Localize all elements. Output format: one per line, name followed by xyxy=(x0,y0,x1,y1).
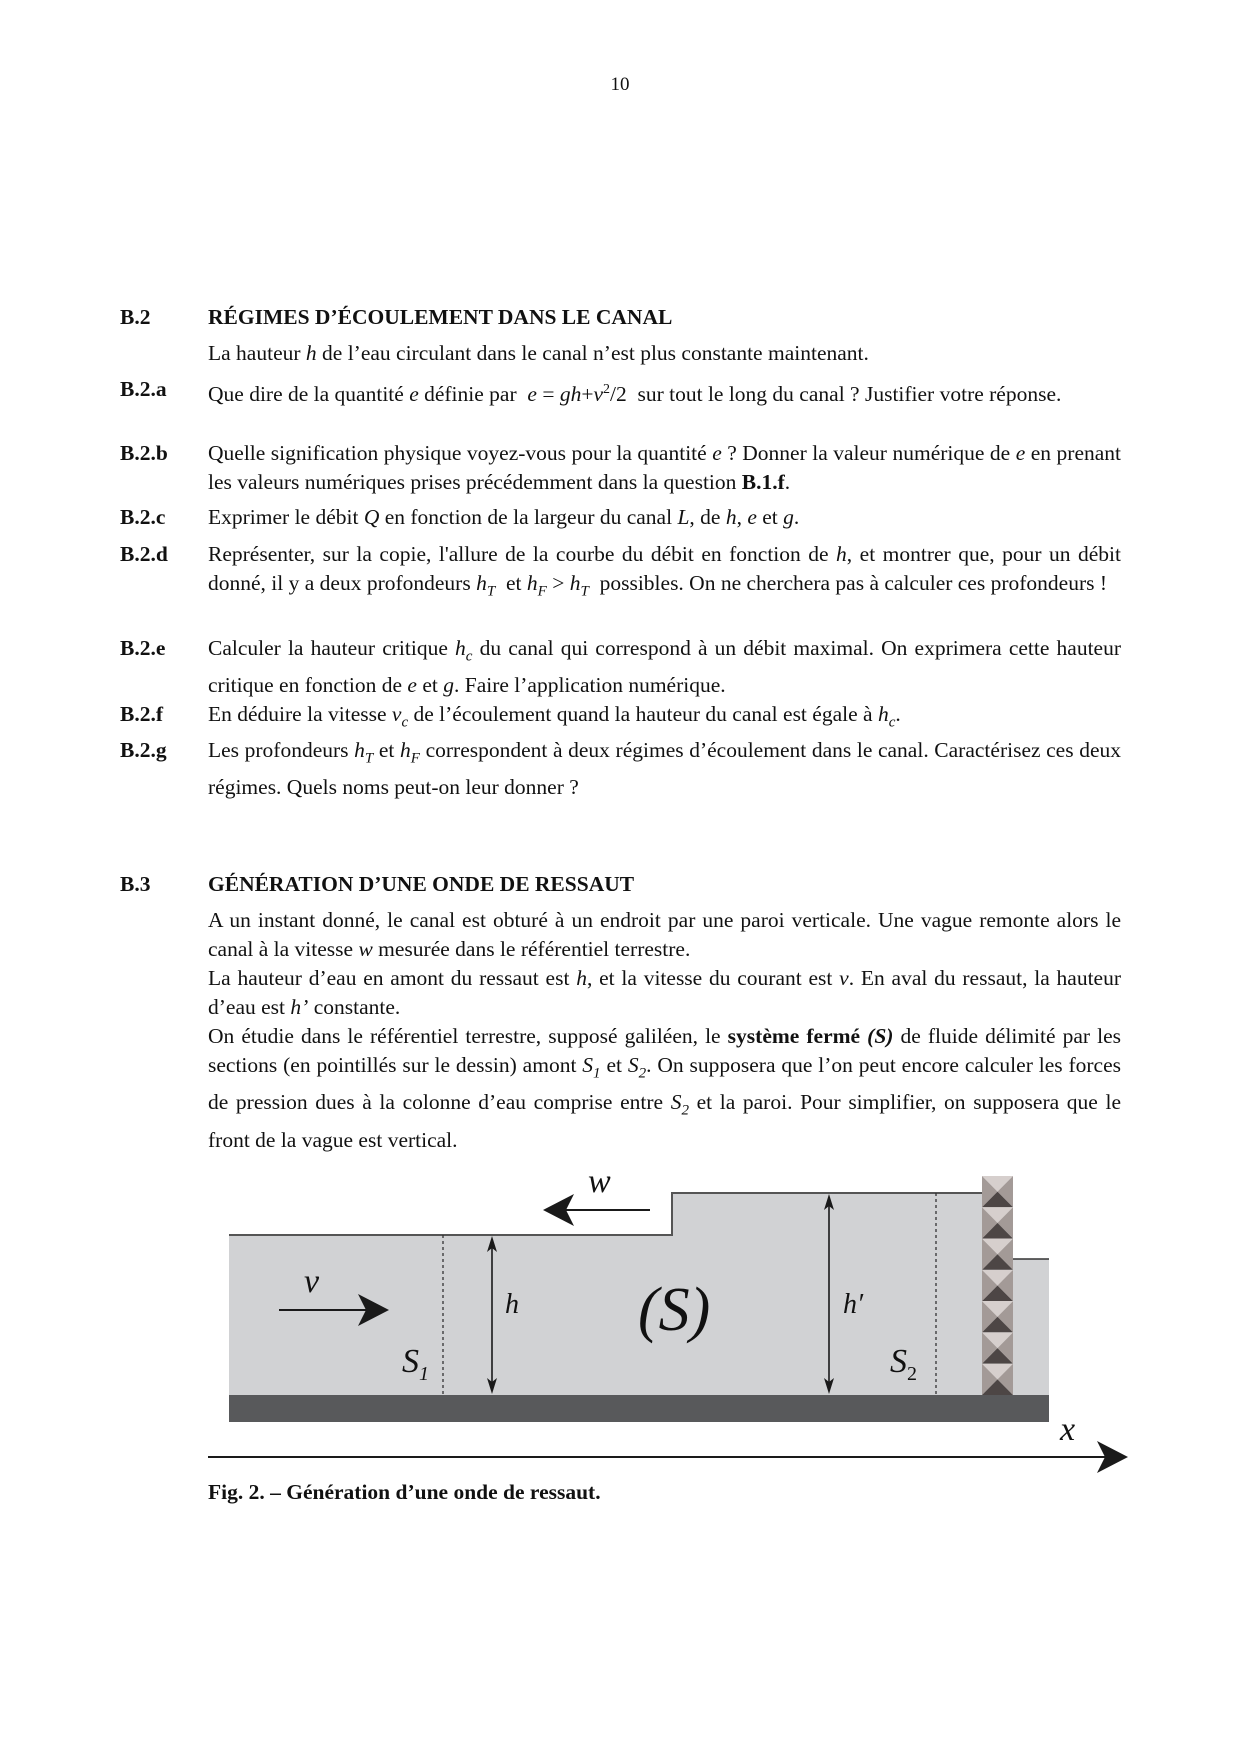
paragraph-text: La hauteur d’eau en amont du ressaut est h, et la vitesse du courant est v. En aval du ressaut, la hauteur d’eau est h’ constante. xyxy=(208,966,1121,1019)
question-label: B.2.g xyxy=(120,738,167,762)
label-h: h xyxy=(505,1289,519,1320)
canal-floor xyxy=(229,1395,1049,1422)
question-label: B.2.f xyxy=(120,702,163,726)
wall-paroi xyxy=(982,1176,1013,1395)
x-axis-arrow xyxy=(208,1441,1128,1473)
section-label: B.3 xyxy=(120,872,151,896)
question-label: B.2.d xyxy=(120,542,168,566)
question-label: B.2.b xyxy=(120,441,168,465)
water-downstream-of-wall xyxy=(1013,1259,1049,1395)
water-region xyxy=(229,1193,982,1395)
question-text: Que dire de la quantité e définie par $e = gh+v^2/2$ sur tout le long du canal ? Justifier votre réponse. xyxy=(208,382,1062,407)
intro-text: La hauteur h de l’eau circulant dans le canal n’est plus constante maintenant. xyxy=(208,341,869,365)
figure-hydraulic-jump xyxy=(0,1140,1240,1540)
label-s2: $S_2$ xyxy=(890,1343,917,1385)
paragraph-text: A un instant donné, le canal est obturé à un endroit par une paroi verticale. Une vague remonte alors le canal à la vitesse w mesurée dans le référentiel terrestre. xyxy=(208,908,1121,961)
label-x-axis: x xyxy=(1060,1411,1076,1448)
question-label: B.2.c xyxy=(120,505,166,529)
page-number: 10 xyxy=(610,74,630,95)
section-title: RÉGIMES D’ÉCOULEMENT DANS LE CANAL xyxy=(208,305,673,329)
label-h-prime: h′ xyxy=(843,1289,864,1320)
label-v: v xyxy=(304,1263,320,1300)
question-text: Les profondeurs $h_T$ et $h_F$ correspondent à deux régimes d’écoulement dans le canal. Caractérisez ces deux régimes. Quels noms peut-on leur donner ? xyxy=(208,738,1121,800)
paragraph-text: On étudie dans le référentiel terrestre, supposé galiléen, le système fermé (S) de fluide délimité par les sections (en pointillés sur le dessin) amont $S_1$ et $S_2$. On supposera que l’on peut encore calculer les forces de pression dues à la colonne d’eau comprise entre $S_2$ et la paroi. Pour simplifier, on supposera que le front de la vague est vertical. xyxy=(208,1024,1122,1152)
question-label: B.2.a xyxy=(120,377,167,401)
section-title: GÉNÉRATION D’UNE ONDE DE RESSAUT xyxy=(208,872,635,896)
question-text: Quelle signification physique voyez-vous pour la quantité e ? Donner la valeur numérique de e en prenant les valeurs numériques prises précédemment dans la question B.1.f. xyxy=(208,441,1122,494)
label-s1: $S_1$ xyxy=(402,1343,429,1385)
figure-caption: Fig. 2. – Génération d’une onde de ressaut. xyxy=(208,1480,601,1504)
question-text: Calculer la hauteur critique $h_c$ du canal qui correspond à un débit maximal. On exprimera cette hauteur critique en fonction de e et g. Faire l’application numérique. xyxy=(208,636,1121,698)
section-label: B.2 xyxy=(120,305,151,329)
question-text: Exprimer le débit Q en fonction de la largeur du canal L, de h, e et g. xyxy=(208,505,800,529)
question-text: Représenter, sur la copie, l'allure de la courbe du débit en fonction de h, et montrer que, pour un débit donné, il y a deux profondeurs $h_T$ et $h_F > h_T$ possibles. On ne cherchera pas à calculer ces profondeurs ! xyxy=(208,542,1121,600)
label-w: w xyxy=(588,1163,611,1200)
question-text: En déduire la vitesse $v_c$ de l’écoulement quand la hauteur du canal est égale à $h_c$. xyxy=(208,702,901,731)
question-label: B.2.e xyxy=(120,636,166,660)
label-system-s: (S) xyxy=(638,1276,711,1344)
